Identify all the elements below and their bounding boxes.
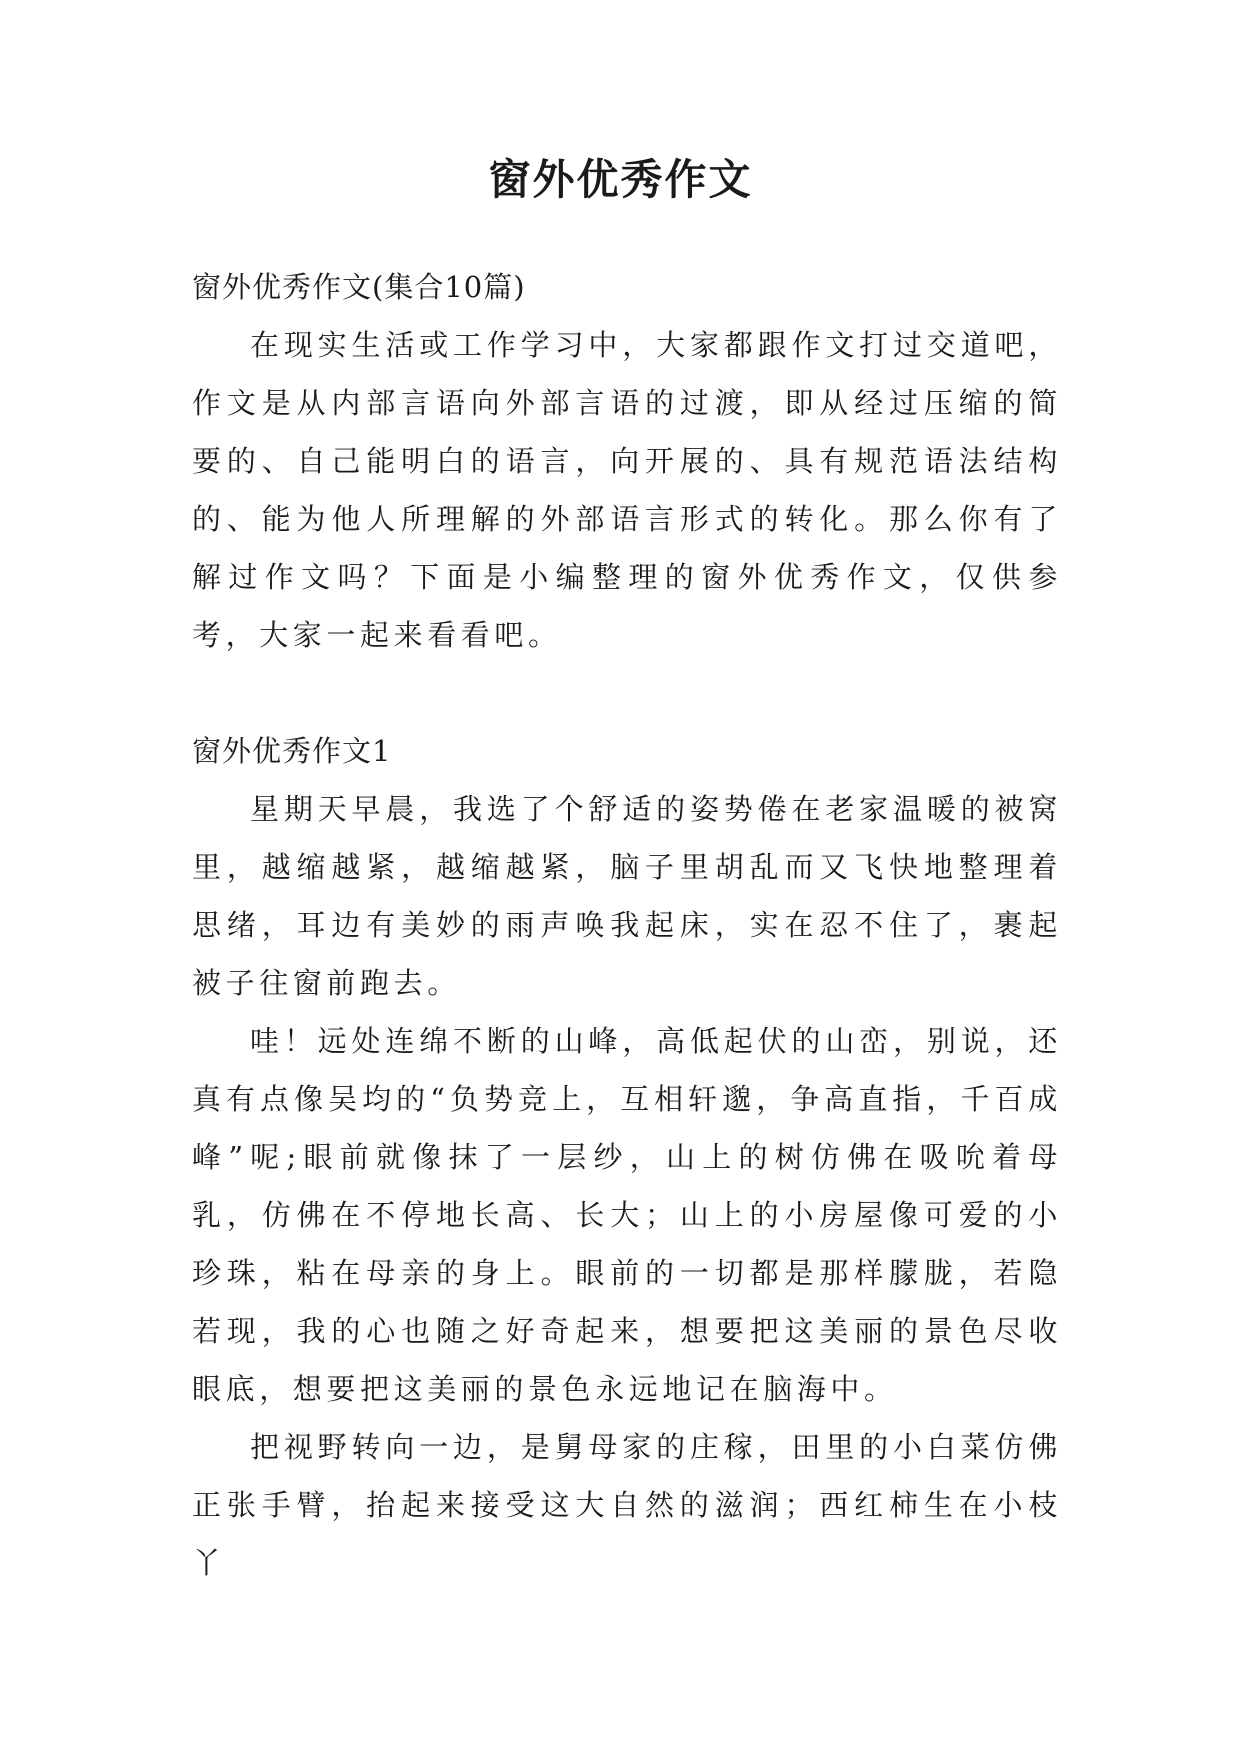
document-title: 窗外优秀作文 [488,155,753,204]
essay-1-heading: 窗外优秀作文1 [192,734,392,768]
collection-heading: 窗外优秀作文(集合10篇) [192,270,526,304]
essay-1-paragraph-2: 哇！远处连绵不断的山峰，高低起伏的山峦，别说，还真有点像吴均的“负势竞上，互相轩邈，争高直指，千百成峰”呢;眼前就像抹了一层纱，山上的树仿佛在吸吮着母乳，仿佛在不停地长高、长大；山上的小房屋像可爱的小珍珠，粘在母亲的身上。眼前的一切都是那样朦胧，若隐若现，我的心也随之好奇起来，想要把这美丽的景色尽收眼底，想要把这美丽的景色永远地记在脑海中。 [192,1024,1062,1406]
essay-1-paragraph-3: 把视野转向一边，是舅母家的庄稼，田里的小白菜仿佛正张手臂，抬起来接受这大自然的滋润；西红柿生在小枝丫 [192,1430,1062,1580]
document-body [192,258,1062,1592]
section-spacer [192,664,1062,722]
intro-paragraph: 在现实生活或工作学习中，大家都跟作文打过交道吧，作文是从内部言语向外部言语的过渡，即从经过压缩的简要的、自己能明白的语言，向开展的、具有规范语法结构的、能为他人所理解的外部语言形式的转化。那么你有了解过作文吗？下面是小编整理的窗外优秀作文，仅供参考，大家一起来看看吧。 [192,328,1062,652]
essay-1-paragraph-1: 星期天早晨，我选了个舒适的姿势倦在老家温暖的被窝里，越缩越紧，越缩越紧，脑子里胡乱而又飞快地整理着思绪，耳边有美妙的雨声唤我起床，实在忍不住了，裹起被子往窗前跑去。 [192,792,1062,1000]
